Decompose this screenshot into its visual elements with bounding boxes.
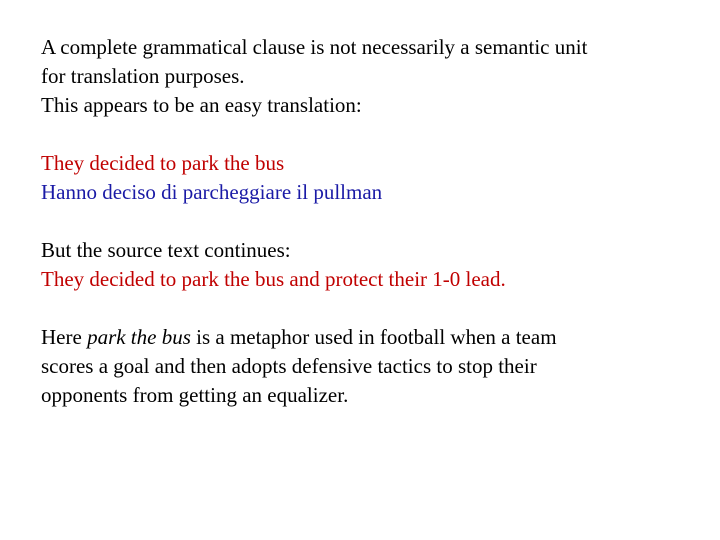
intro-line-1: A complete grammatical clause is not necessarily a semantic unit <box>41 35 588 59</box>
italian-translation: Hanno deciso di parcheggiare il pullman <box>41 180 383 204</box>
english-full-sentence: They decided to park the bus and protect their 1-0 lead. <box>41 267 506 291</box>
explanation-line-3: opponents from getting an equalizer. <box>41 383 349 407</box>
spacer <box>41 207 701 236</box>
intro-line-3: This appears to be an easy translation: <box>41 93 362 117</box>
slide-content <box>41 33 701 410</box>
intro-line-2: for translation purposes. <box>41 64 245 88</box>
explanation-text-before: Here <box>41 325 88 349</box>
explanation-line-1 <box>41 323 701 352</box>
metaphor-term: park the bus <box>87 325 191 349</box>
english-example: They decided to park the bus <box>41 151 285 175</box>
explanation-text-after: is a metaphor used in football when a team <box>190 325 557 349</box>
spacer <box>41 294 701 323</box>
explanation-line-2: scores a goal and then adopts defensive tactics to stop their <box>41 354 537 378</box>
continuation-lead-in: But the source text continues: <box>41 238 291 262</box>
spacer <box>41 120 701 149</box>
